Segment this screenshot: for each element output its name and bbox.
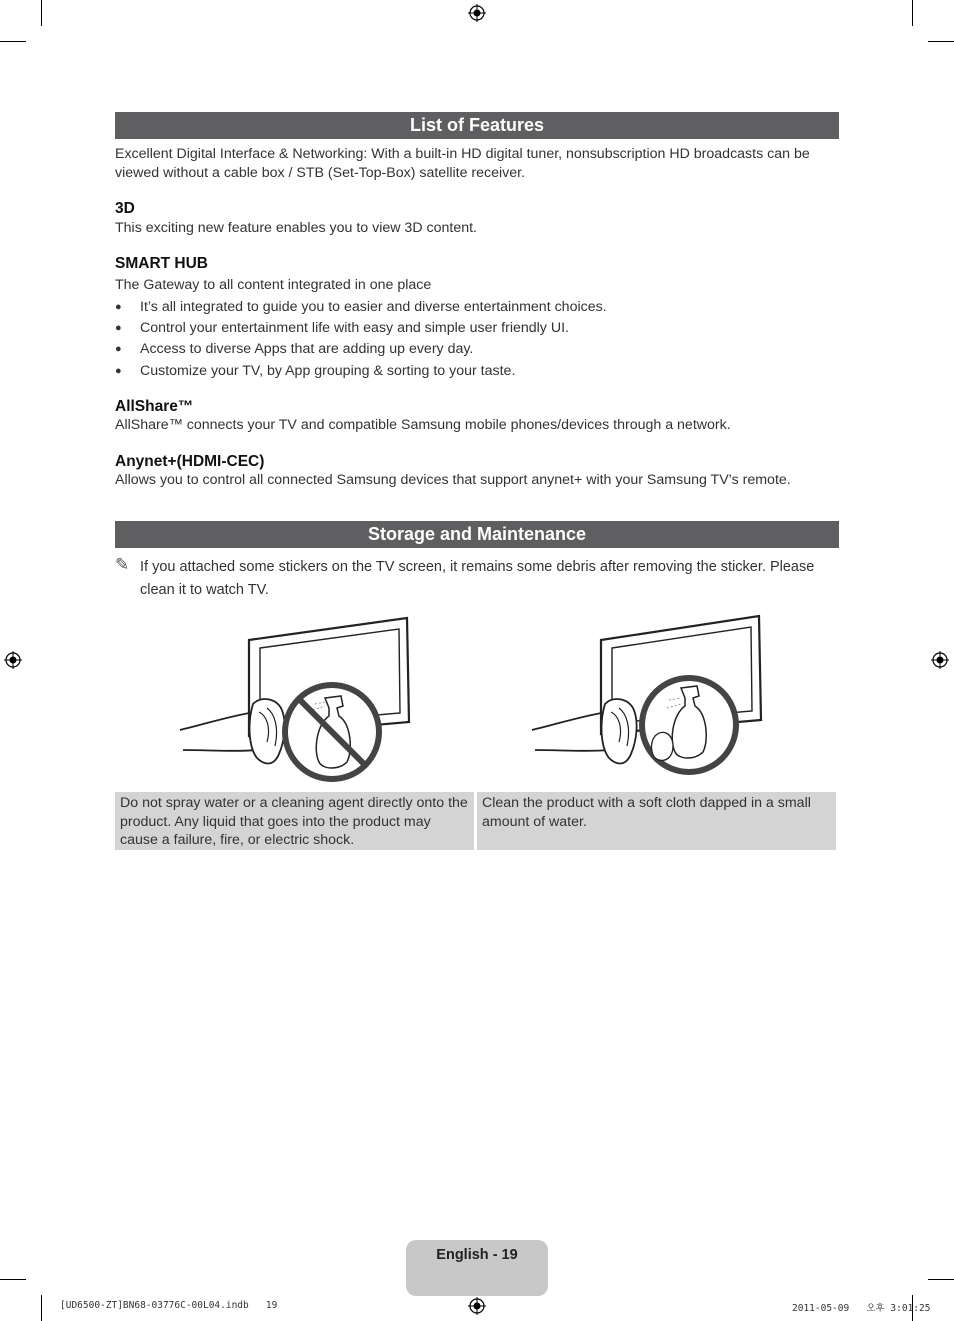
page-number: English - 19	[436, 1247, 518, 1263]
feature-text-allshare: AllShare™ connects your TV and compatible Samsung mobile phones/devices through a network.	[115, 417, 731, 433]
crop-mark	[41, 1295, 42, 1321]
storage-note-line-1: If you attached some stickers on the TV screen, it remains some debris after removing the sticker. Please	[140, 559, 815, 575]
feature-text-smart-hub: The Gateway to all content integrated in one place	[115, 277, 432, 293]
section-title-features: List of Features	[115, 112, 839, 139]
illustration-do-not-spray	[175, 612, 475, 784]
registration-mark-icon	[931, 651, 949, 669]
bullet-text: It’s all integrated to guide you to easier and diverse entertainment choices.	[140, 299, 607, 315]
crop-mark	[928, 1279, 954, 1280]
registration-mark-icon	[468, 1297, 486, 1315]
bullet-text: Control your entertainment life with easy and simple user friendly UI.	[140, 320, 569, 336]
features-intro-line-1: Excellent Digital Interface & Networking: With a built-in HD digital tuner, nonsubscription HD broadcasts can be	[115, 146, 810, 162]
feature-heading-allshare: AllShare™	[115, 398, 194, 415]
feature-text-anynet: Allows you to control all connected Samsung devices that support anynet+ with your Samsung TV’s remote.	[115, 472, 791, 488]
bullet-icon: ●	[115, 301, 122, 313]
feature-heading-anynet: Anynet+(HDMI-CEC)	[115, 453, 265, 470]
bullet-icon: ●	[115, 343, 122, 355]
bullet-icon: ●	[115, 365, 122, 377]
feature-text-3d: This exciting new feature enables you to view 3D content.	[115, 220, 477, 236]
crop-mark	[0, 1279, 26, 1280]
illustration-clean-with-cloth	[527, 612, 827, 784]
registration-mark-icon	[4, 651, 22, 669]
bullet-text: Customize your TV, by App grouping & sorting to your taste.	[140, 363, 516, 379]
print-slug-right: 2011-05-09 오후 3:01:25	[792, 1303, 931, 1314]
bullet-text: Access to diverse Apps that are adding up every day.	[140, 341, 474, 357]
feature-heading-3d: 3D	[115, 200, 135, 217]
crop-mark	[928, 41, 954, 42]
crop-mark	[912, 0, 913, 26]
bullet-icon: ●	[115, 322, 122, 334]
crop-mark	[41, 0, 42, 26]
page-number-tab	[406, 1240, 548, 1296]
print-slug-left: [UD6500-ZT]BN68-03776C-00L04.indb 19	[60, 1300, 278, 1311]
storage-note-line-2: clean it to watch TV.	[140, 582, 269, 598]
section-title-storage: Storage and Maintenance	[115, 521, 839, 548]
registration-mark-icon	[468, 4, 486, 22]
feature-heading-smart-hub: SMART HUB	[115, 255, 208, 272]
caption-clean-with-cloth: Clean the product with a soft cloth dapped in a small amount of water.	[477, 792, 836, 850]
note-pencil-icon: ✎	[115, 555, 130, 575]
caption-do-not-spray: Do not spray water or a cleaning agent directly onto the product. Any liquid that goes into the product may cause a failure, fire, or electric shock.	[115, 792, 474, 850]
features-intro-line-2: viewed without a cable box / STB (Set-Top-Box) satellite receiver.	[115, 165, 526, 181]
crop-mark	[0, 41, 26, 42]
